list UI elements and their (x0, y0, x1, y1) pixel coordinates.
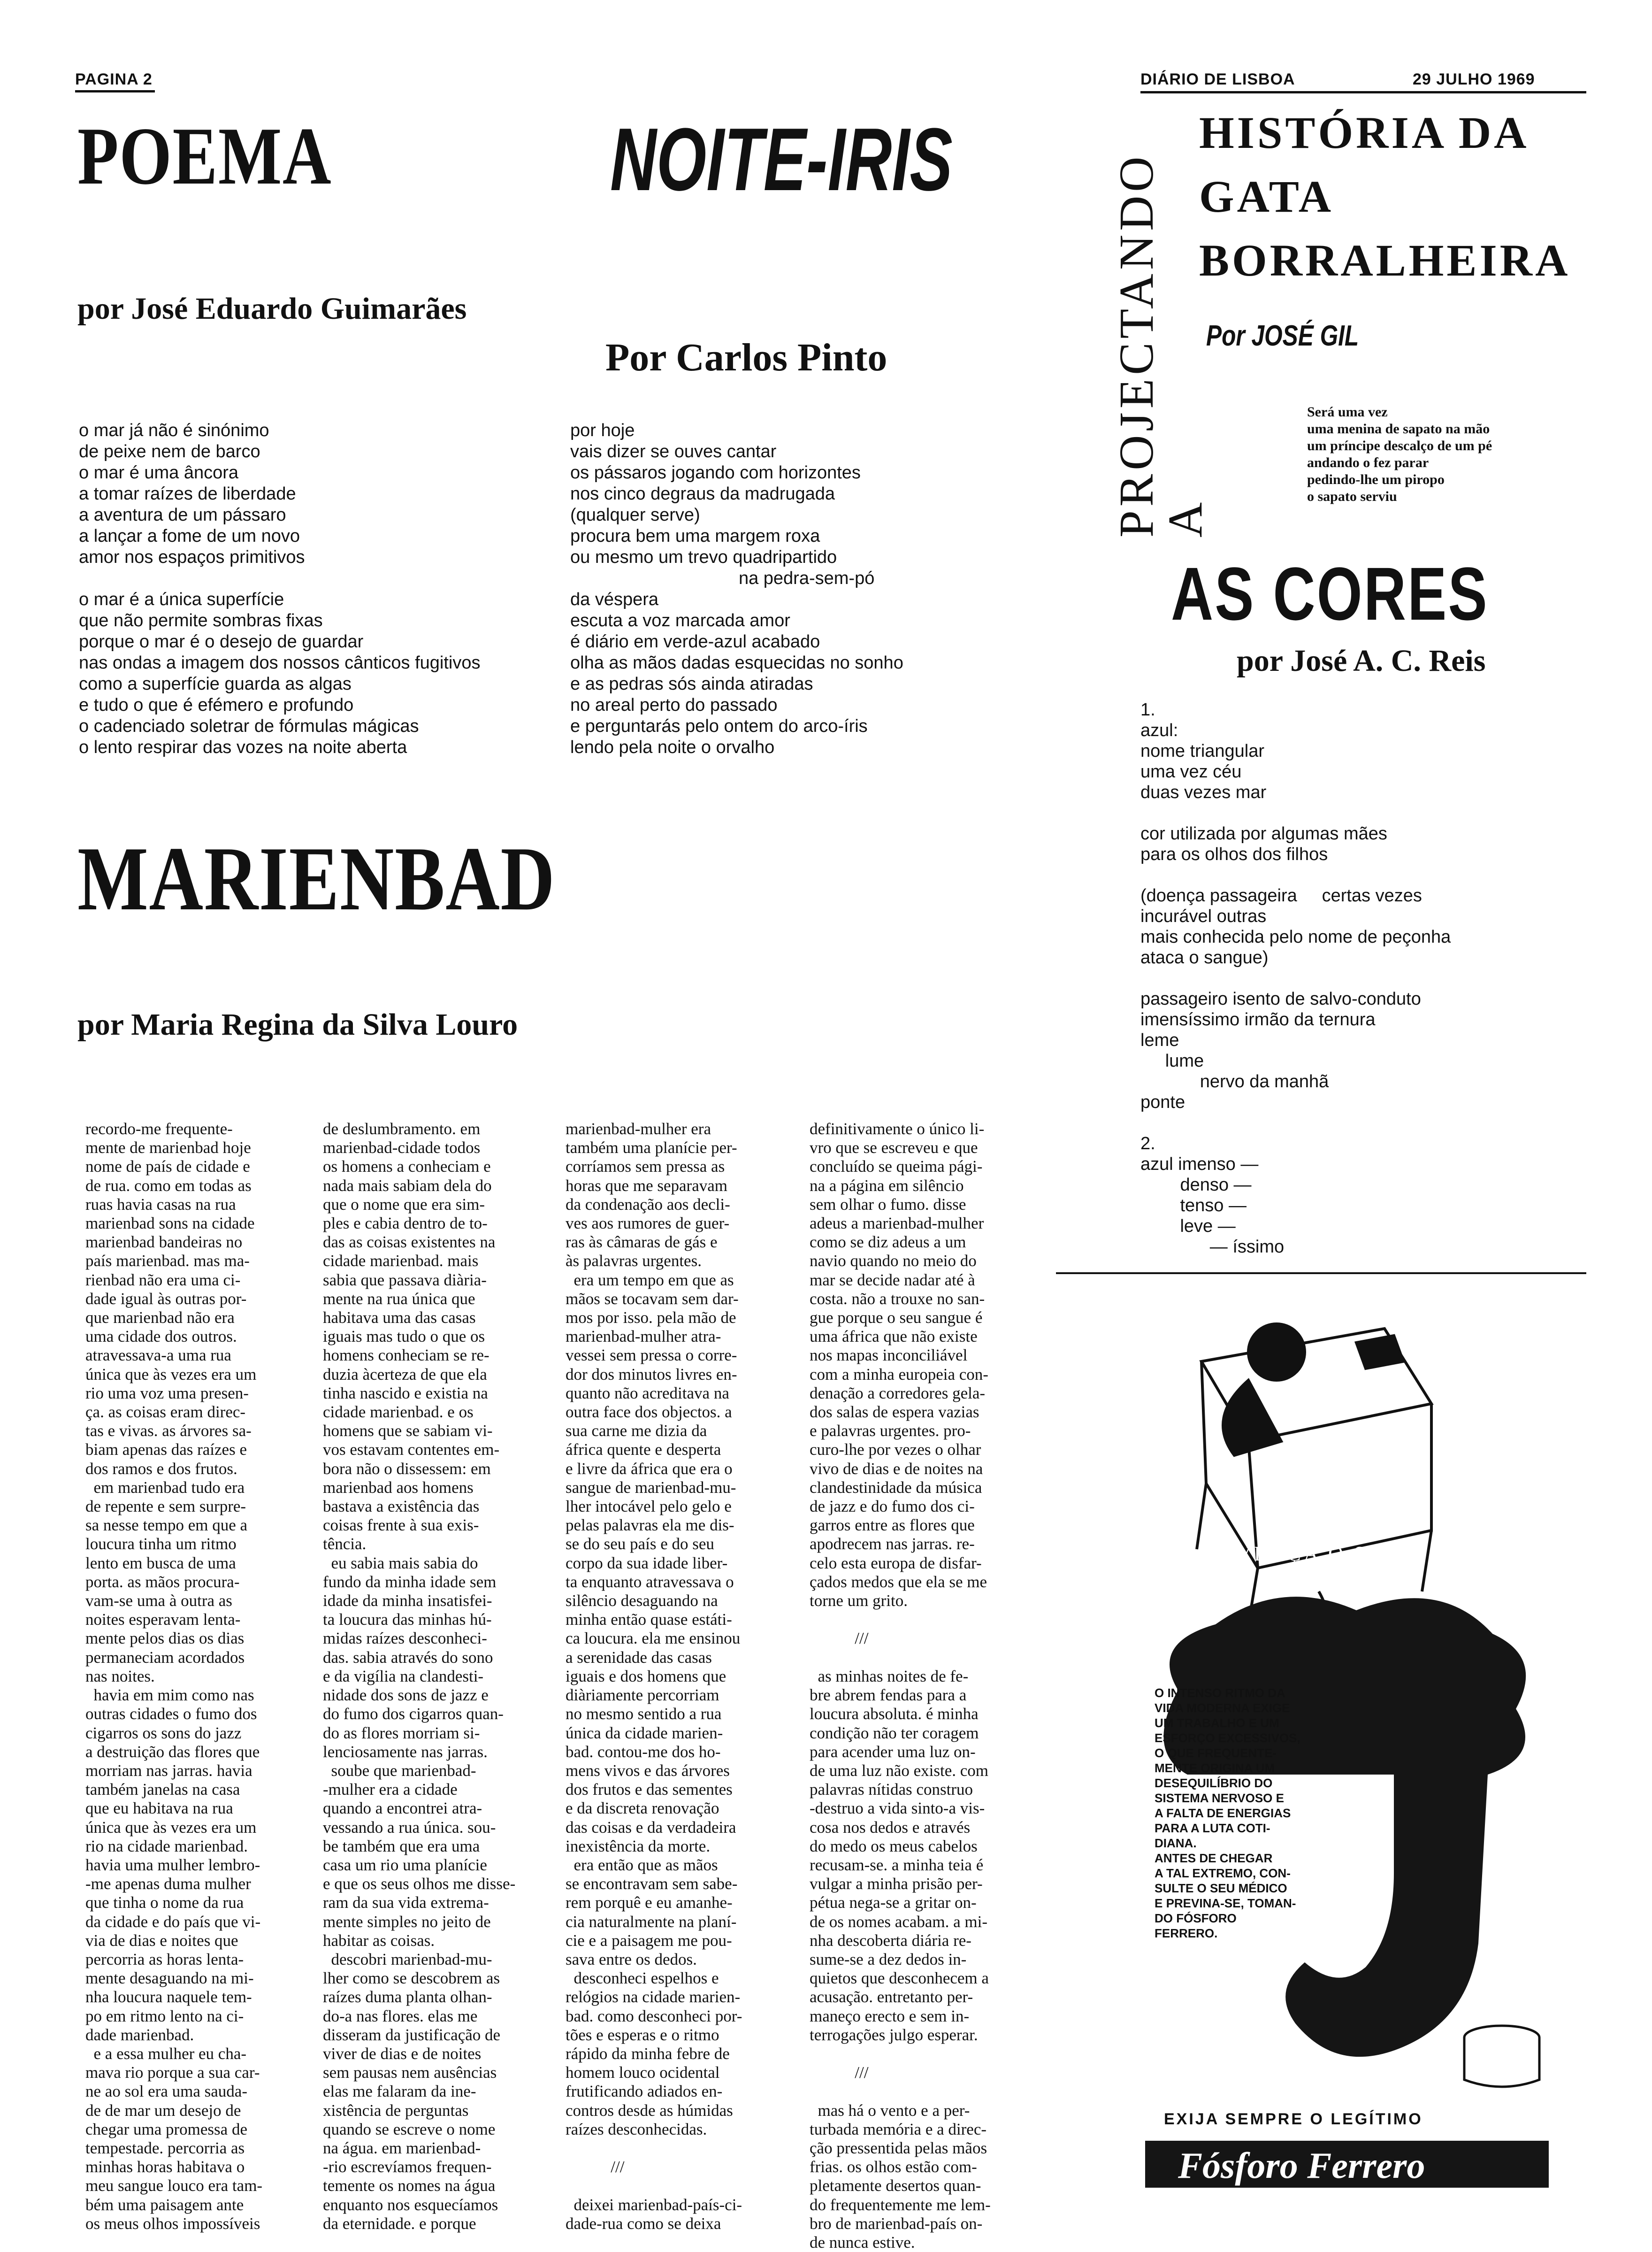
page-number: PAGINA 2 (75, 70, 153, 88)
marienbad-column-3: marienbad-mulher era também uma planície per- corríamos sem pressa as horas que me separavam da condenação aos decli- ves aos rumores de guer- ras às câmaras de gás e às palavras urgentes. era um tempo em que as mãos se tocavam sem dar- mos por isso. pela mão de marienbad-mulher atra- vessei sem pressa o corre- dor dos minutos livres en- quanto não acreditava na outra face dos objectos. a sua carne me dizia da áfrica quente e desperta e livre da áfrica que era o sangue de marienbad-mu- lher intocável pelo gelo e pelas palavras ela me dis- se do seu país e do seu corpo da sua idade liber- ta enquanto atravessava o silêncio desaguando na minha então quase estáti- ca loucura. ela me ensinou a serenidade das casas iguais e dos homens que diàriamente percorriam no mesmo sentido a rua única da cidade marien- bad. contou-me dos ho- mens vivos e das árvores dos frutos e das sementes e da discreta renovação das coisas e da verdadeira inexistência da morte. era então que as mãos se encontravam sem sabe- rem porquê e eu amanhe- cia naturalmente na planí- cie e a paisagem me pou- sava entre os dedos. desconheci espelhos e relógios na cidade marien- bad. como desconheci por- tões e esperas e o ritmo rápido da minha febre de homem louco ocidental frutificando adiados en- contros desde as húmidas raízes desconhecidas. /// deixei marienbad-país-ci- dade-rua como se deixa (566, 1120, 742, 2233)
header-rule (1140, 91, 1586, 93)
gata-borralheira-byline: Por JOSÉ GIL (1206, 320, 1359, 352)
marienbad-column-2: de deslumbramento. em marienbad-cidade todos os homens a conheciam e nada mais sabiam dela do que o nome que era sim- ples e cabia dentro de to- das as coisas existentes na cidade marienbad. mais sabia que passava diària- mente na rua única que habitava uma das casas iguais mas tudo o que os homens conheciam se re- duzia àcerteza de que ela tinha nascido e existia na cidade marienbad. e os homens que se sabiam vi- vos estavam contentes em- bora não o dissessem: em marienbad aos homens bastava a existência das coisas frente à sua exis- tência. eu sabia mais sabia do fundo da minha idade sem idade da minha insatisfei- ta loucura das minhas hú- midas raízes desconheci- das. sabia através do sono e da vigília na clandesti- nidade dos sons de jazz e do fumo dos cigarros quan- do as flores morriam si- lenciosamente nas jarras. soube que marienbad- -mulher era a cidade quando a encontrei atra- vessando a rua única. sou- be também que era uma casa um rio uma planície e que os seus olhos me disse- ram da sua vida extrema- mente simples no jeito de habitar as coisas. descobri marienbad-mu- lher como se descobrem as raízes duma planta olhan- do-a nas flores. elas me disseram da justificação de viver de dias e de noites sem pausas nem ausências elas me falaram da ine- xistência de perguntas quando se escreve o nome na água. em marienbad- -rio escrevíamos frequen- temente os nomes na água enquanto nos esquecíamos da eternidade. e porque (323, 1120, 516, 2233)
gata-borralheira-text: Será uma vez uma menina de sapato na mão um príncipe descalço de um pé andando o fez parar pedindo-lhe um piropo o sapato serviu (1307, 404, 1492, 504)
marienbad-column-4: definitivamente o único li- vro que se escreveu e que concluído se queima pági- na a página em silêncio sem olhar o fumo. disse adeus a marienbad-mulher como se diz adeus a um navio quando no meio do mar se decide nadar até à costa. não a trouxe no san- gue porque o seu sangue é uma áfrica que não existe nos mapas inconciliável com a minha europeia con- denação a corredores gela- dos salas de espera vazias e palavras urgentes. pro- curo-lhe por vezes o olhar vivo de dias e de noites na clandestinidade da música de jazz e do fumo dos ci- garros entre as flores que apodrecem nas jarras. re- celo esta europa de disfar- çados medos que ela se me torne um grito. /// as minhas noites de fe- bre abrem fendas para a loucura absoluta. é minha condição não ter coragem para acender uma luz on- de uma luz não existe. com palavras nítidas construo -destruo a vida sinto-a vis- cosa nos dedos e através do medo os meus cabelos recusam-se. a minha teia é vulgar a minha prisão per- pétua nega-se a gritar on- de os nomes acabam. a mi- nha descoberta diária re- sume-se a dez dedos in- quietos que desconhecem a acusação. entretanto per- maneço erecto e sem in- terrogações julgo esperar. /// mas há o vento e a per- turbada memória e a direc- ção pressentida pelas mãos frias. os olhos estão com- pletamente desertos quan- do frequentemente me lem- bro de marienbad-país on- de nunca estive. (810, 1120, 991, 2252)
projectando-vertical-heading: PROJECTANDO A (1109, 153, 1212, 538)
noite-iris-byline: Por Carlos Pinto (605, 336, 887, 379)
ad-body-text: O INTENSO RITMO DA VIDA MODERNA EXIGE UM TRABALHO E UM ESFORÇO EXCESSIVOS, O QUE FREQUENTE- MENTE ORIGINA UM DESEQUILÍBRIO DO SISTEMA NERVOSO E A FALTA DE ENERGIAS PARA A LUTA COTI- DIANA. ANTES DE CHEGAR A TAL EXTREMO, CON- SULTE O SEU MÉDICO E PREVINA-SE, TOMAN- DO FÓSFORO FERRERO. (1155, 1686, 1300, 1940)
gata-borralheira-title: HISTÓRIA DA GATA BORRALHEIRA (1199, 108, 1571, 285)
poema-title: POEMA (77, 110, 332, 201)
marienbad-byline: por Maria Regina da Silva Louro (77, 1007, 518, 1042)
poema-byline: por José Eduardo Guimarães (77, 292, 467, 326)
ad-brand-logo: Fósforo Ferrero (1178, 2145, 1425, 2186)
ad-divider (1056, 1272, 1586, 1274)
as-cores-title: AS CORES (1171, 552, 1489, 636)
marienbad-title: MARIENBAD (77, 828, 556, 930)
ad-headline: VENÇA O SEU ESGOTAMENTO (1227, 1542, 1411, 1593)
noite-iris-text: por hoje vais dizer se ouves cantar os pássaros jogando com horizontes nos cinco degraus da madrugada (qualquer serve) procura bem uma margem roxa ou mesmo um trevo quadripartido na pedra-sem-pó da véspera escuta a voz marcada amor é diário em verde-azul acabado olha as mãos dadas esquecidas no sonho e as pedras sós ainda atiradas no areal perto do passado e perguntarás pelo ontem do arco-íris lendo pela noite o orvalho (570, 421, 903, 757)
ad-tagline: EXIJA SEMPRE O LEGÍTIMO (1164, 2110, 1423, 2128)
page-number-underline (75, 90, 155, 92)
noite-iris-title: NOITE-IRIS (610, 110, 953, 209)
fosforo-ferrero-ad (1094, 1286, 1563, 2188)
as-cores-text: 1. azul: nome triangular uma vez céu duas vezes mar cor utilizada por algumas mães para os olhos dos filhos (doença passageira certas vezes incurável outras mais conhecida pelo nome de peçonha ataca o sangue) passageiro isento de salvo-conduto imensíssimo irmão da ternura leme lume nervo da manhã ponte 2. azul imenso — denso — tenso — leve — — íssimo (1140, 700, 1451, 1257)
poema-text: o mar já não é sinónimo de peixe nem de barco o mar é uma âncora a tomar raízes de liberdade a aventura de um pássaro a lançar a fome de um novo amor nos espaços primitivos o mar é a única superfície que não permite sombras fixas porque o mar é o desejo de guardar nas ondas a imagem dos nossos cânticos fugitivos como a superfície guarda as algas e tudo o que é efémero e profundo o cadenciado soletrar de fórmulas mágicas o lento respirar das vozes na noite aberta (79, 421, 481, 757)
newspaper-name: DIÁRIO DE LISBOA (1140, 70, 1295, 88)
marienbad-column-1: recordo-me frequente- mente de marienbad hoje nome de país de cidade e de rua. como em todas as ruas havia casas na rua marienbad sons na cidade marienbad bandeiras no país marienbad. mas ma- rienbad não era uma ci- dade igual às outras por- que marienbad não era uma cidade dos outros. atravessava-a uma rua única que às vezes era um rio uma voz uma presen- ça. as coisas eram direc- tas e vivas. as árvores sa- biam apenas das raízes e dos ramos e dos frutos. em marienbad tudo era de repente e sem surpre- sa nesse tempo em que a loucura tinha um ritmo lento em busca de uma porta. as mãos procura- vam-se uma à outra as noites esperavam lenta- mente pelos dias os dias permaneciam acordados nas noites. havia em mim como nas outras cidades o fumo dos cigarros os sons do jazz a destruição das flores que morriam nas jarras. havia também janelas na casa que eu habitava na rua única que às vezes era um rio na cidade marienbad. havia uma mulher lembro- -me apenas duma mulher que tinha o nome da rua da cidade e do país que vi- via de dias e noites que percorria as horas lenta- mente desaguando na mi- nha loucura naquele tem- po em ritmo lento na ci- dade marienbad. e a essa mulher eu cha- mava rio porque a sua car- ne ao sol era uma sauda- de de mar um desejo de chegar uma promessa de tempestade. percorria as minhas horas habitava o meu sangue louco era tam- bém uma paisagem ante os meus olhos impossíveis (85, 1120, 263, 2233)
as-cores-byline: por José A. C. Reis (1237, 644, 1486, 678)
issue-date: 29 JULHO 1969 (1413, 70, 1535, 88)
